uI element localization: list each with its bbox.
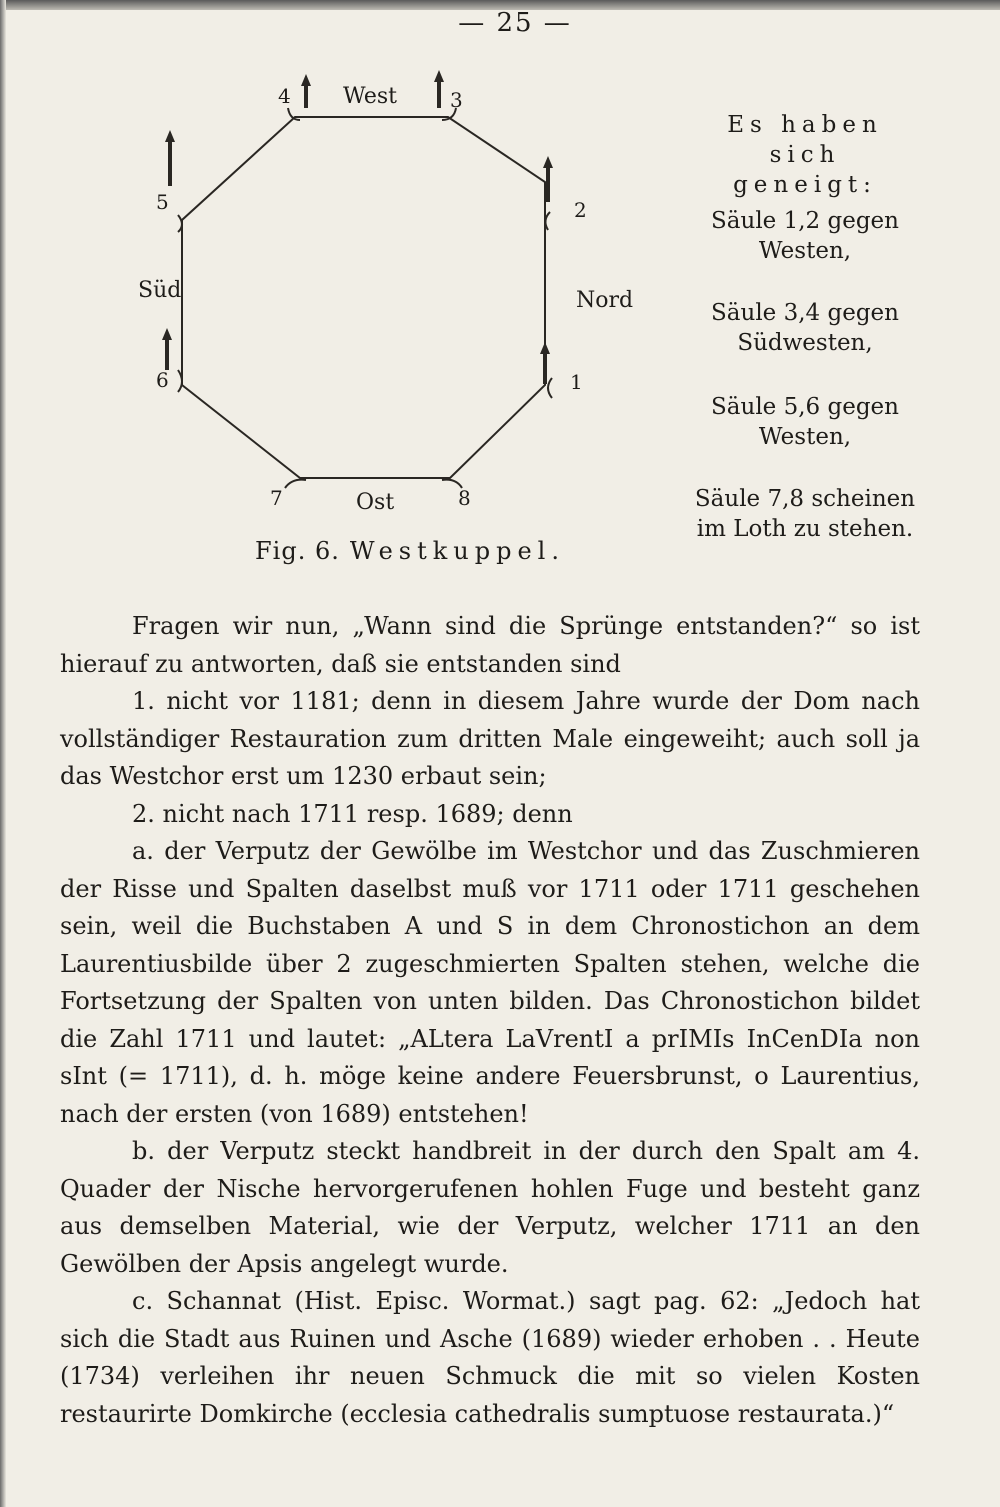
page-left-edge xyxy=(0,0,6,1507)
figure-caption-title: Westkuppel. xyxy=(349,537,565,565)
side-note-item xyxy=(690,484,920,544)
side-note-item-line2: Südwesten, xyxy=(737,330,873,356)
direction-west: West xyxy=(343,84,397,109)
paragraph-point-2: 2. nicht nach 1711 resp. 1689; denn xyxy=(132,799,573,828)
column-number-6: 6 xyxy=(156,368,169,392)
side-note-item-line2: im Loth zu stehen. xyxy=(696,516,914,542)
side-note xyxy=(690,110,920,542)
paragraph-point-1: 1. nicht vor 1181; denn in diesem Jahre wurde der Dom nach vollständiger Restauration zum dritten Male eingeweiht; auch soll ja das Westchor erst um 1230 erbaut sein; xyxy=(60,687,920,790)
direction-ost: Ost xyxy=(356,490,395,515)
direction-sued: Süd xyxy=(138,278,182,303)
paragraph-point-2c: c. Schannat (Hist. Episc. Wormat.) sagt pag. 62: „Jedoch hat sich die Stadt aus Ruinen und Asche (1689) wieder erhoben . . Heute (1734) verleihen ihr neuen Schmuck die mit so vielen Kosten restaurirte Domkirche (ecclesia cathedralis sumptuose restaurata.)“ xyxy=(60,1287,920,1428)
side-note-item xyxy=(690,392,920,452)
column-number-7: 7 xyxy=(270,486,283,510)
side-note-item-line1: Säule 1,2 gegen xyxy=(711,208,899,234)
column-number-5: 5 xyxy=(156,190,169,214)
side-note-item-line1: Säule 7,8 scheinen xyxy=(694,486,916,512)
paragraph-point-2b: b. der Verputz steckt handbreit in der durch den Spalt am 4. Quader der Nische hervorgerufenen hohlen Fuge und besteht ganz aus demselben Material, wie der Verputz, welcher 1711 an den Gewölben der Apsis angelegt wurde. xyxy=(60,1137,920,1278)
column-number-1: 1 xyxy=(570,370,583,394)
side-note-item-line1: Säule 5,6 gegen xyxy=(711,394,899,420)
side-note-item-line2: Westen, xyxy=(758,238,852,264)
paragraph-point-2a: a. der Verputz der Gewölbe im Westchor und das Zuschmieren der Risse und Spalten daselbst muß vor 1711 oder 1711 geschehen sein, weil die Buchstaben A und S in dem Chronostichon an dem Laurentiusbilde über 2 zugeschmierten Spalten stehen, welche die Fortsetzung der Spalten von unten bilden. Das Chronostichon bildet die Zahl 1711 und lautet: „ALtera LaVrentI a prIMIs InCenDIa non sInt (= 1711), d. h. möge keine andere Feuersbrunst, o Laurentius, nach der ersten (von 1689) entstehen! xyxy=(60,837,920,1128)
side-note-item xyxy=(690,206,920,266)
paragraph-question: Fragen wir nun, „Wann sind die Sprünge entstanden?“ so ist hierauf zu antworten, daß sie entstanden sind xyxy=(60,612,920,678)
body-text xyxy=(60,608,920,1433)
page-number: — 25 — xyxy=(458,8,572,38)
figure-westkuppel xyxy=(100,60,660,580)
column-number-2: 2 xyxy=(574,198,587,222)
side-note-heading-line2: geneigt: xyxy=(733,172,877,198)
side-note-heading-line1: Es haben sich xyxy=(727,112,883,168)
column-number-8: 8 xyxy=(458,486,471,510)
figure-caption xyxy=(255,537,565,565)
side-note-item-line2: Westen, xyxy=(758,424,852,450)
side-note-item-line1: Säule 3,4 gegen xyxy=(711,300,899,326)
direction-nord: Nord xyxy=(576,288,634,313)
column-number-3: 3 xyxy=(450,88,463,112)
side-note-item xyxy=(690,298,920,358)
column-number-4: 4 xyxy=(278,84,291,108)
figure-caption-prefix: Fig. 6. xyxy=(255,537,340,565)
